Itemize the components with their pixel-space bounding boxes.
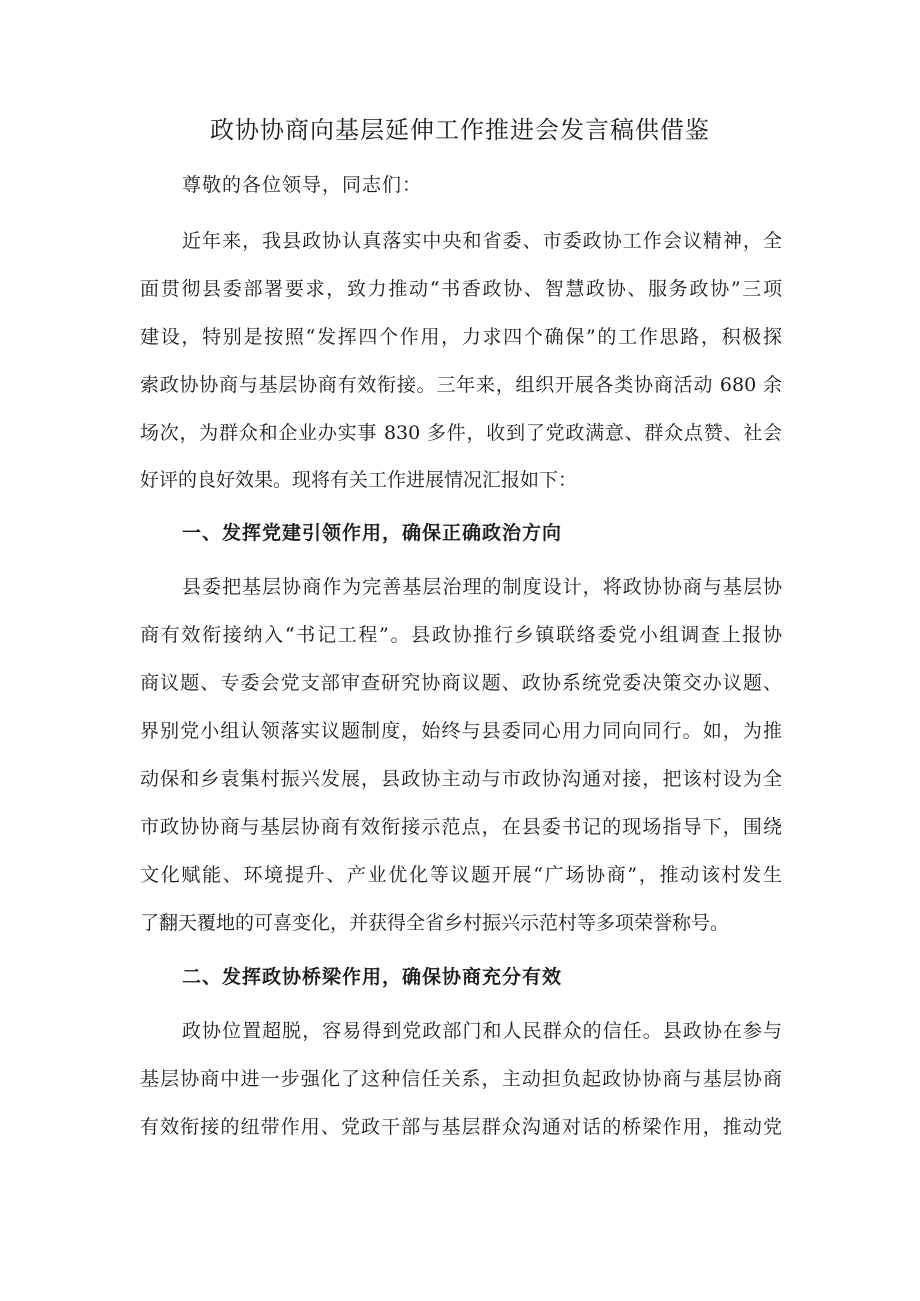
section-heading-2: 二、发挥政协桥梁作用，确保协商充分有效 [182, 966, 563, 988]
paragraph-2-line: 了翻天覆地的可喜变化，并获得全省乡村振兴示范村等多项荣誉称号。 [140, 912, 730, 934]
paragraph-2-line: 市政协协商与基层协商有效衔接示范点，在县委书记的现场指导下，围绕 [140, 816, 782, 838]
greeting: 尊敬的各位领导，同志们： [182, 174, 423, 196]
paragraph-2-line: 文化赋能、环境提升、产业优化等议题开展“广场协商”，推动该村发生 [140, 864, 782, 886]
paragraph-2-line: 商议题、专委会党支部审查研究协商议题、政协系统党委决策交办议题、 [140, 672, 782, 694]
paragraph-1-line: 面贯彻县委部署要求，致力推动“书香政协、智慧政协、服务政协”三项 [140, 278, 782, 300]
paragraph-3-line: 有效衔接的纽带作用、党政干部与基层群众沟通对话的桥梁作用，推动党 [140, 1116, 782, 1138]
paragraph-1-line: 建设，特别是按照“发挥四个作用，力求四个确保”的工作思路，积极探 [140, 326, 782, 348]
paragraph-1-line: 索政协协商与基层协商有效衔接。三年来，组织开展各类协商活动 680 余 [140, 374, 782, 396]
section-heading-1: 一、发挥党建引领作用，确保正确政治方向 [182, 522, 563, 544]
paragraph-2-line: 动保和乡袁集村振兴发展，县政协主动与市政协沟通对接，把该村设为全 [140, 768, 782, 790]
paragraph-2-line: 县委把基层协商作为完善基层治理的制度设计，将政协协商与基层协 [182, 576, 782, 598]
paragraph-3-line: 政协位置超脱，容易得到党政部门和人民群众的信任。县政协在参与 [182, 1020, 782, 1042]
document-title: 政协协商向基层延伸工作推进会发言稿供借鉴 [210, 116, 710, 144]
paragraph-2-line: 界别党小组认领落实议题制度，始终与县委同心用力同向同行。如，为推 [140, 720, 782, 742]
paragraph-3-line: 基层协商中进一步强化了这种信任关系，主动担负起政协协商与基层协商 [140, 1068, 782, 1090]
paragraph-1-line: 场次，为群众和企业办实事 830 多件，收到了党政满意、群众点赞、社会 [140, 422, 782, 444]
paragraph-1-line: 近年来，我县政协认真落实中央和省委、市委政协工作会议精神，全 [182, 230, 782, 252]
paragraph-1-line: 好评的良好效果。现将有关工作进展情况汇报如下： [140, 469, 578, 491]
paragraph-2-line: 商有效衔接纳入“书记工程”。县政协推行乡镇联络委党小组调查上报协 [140, 624, 782, 646]
